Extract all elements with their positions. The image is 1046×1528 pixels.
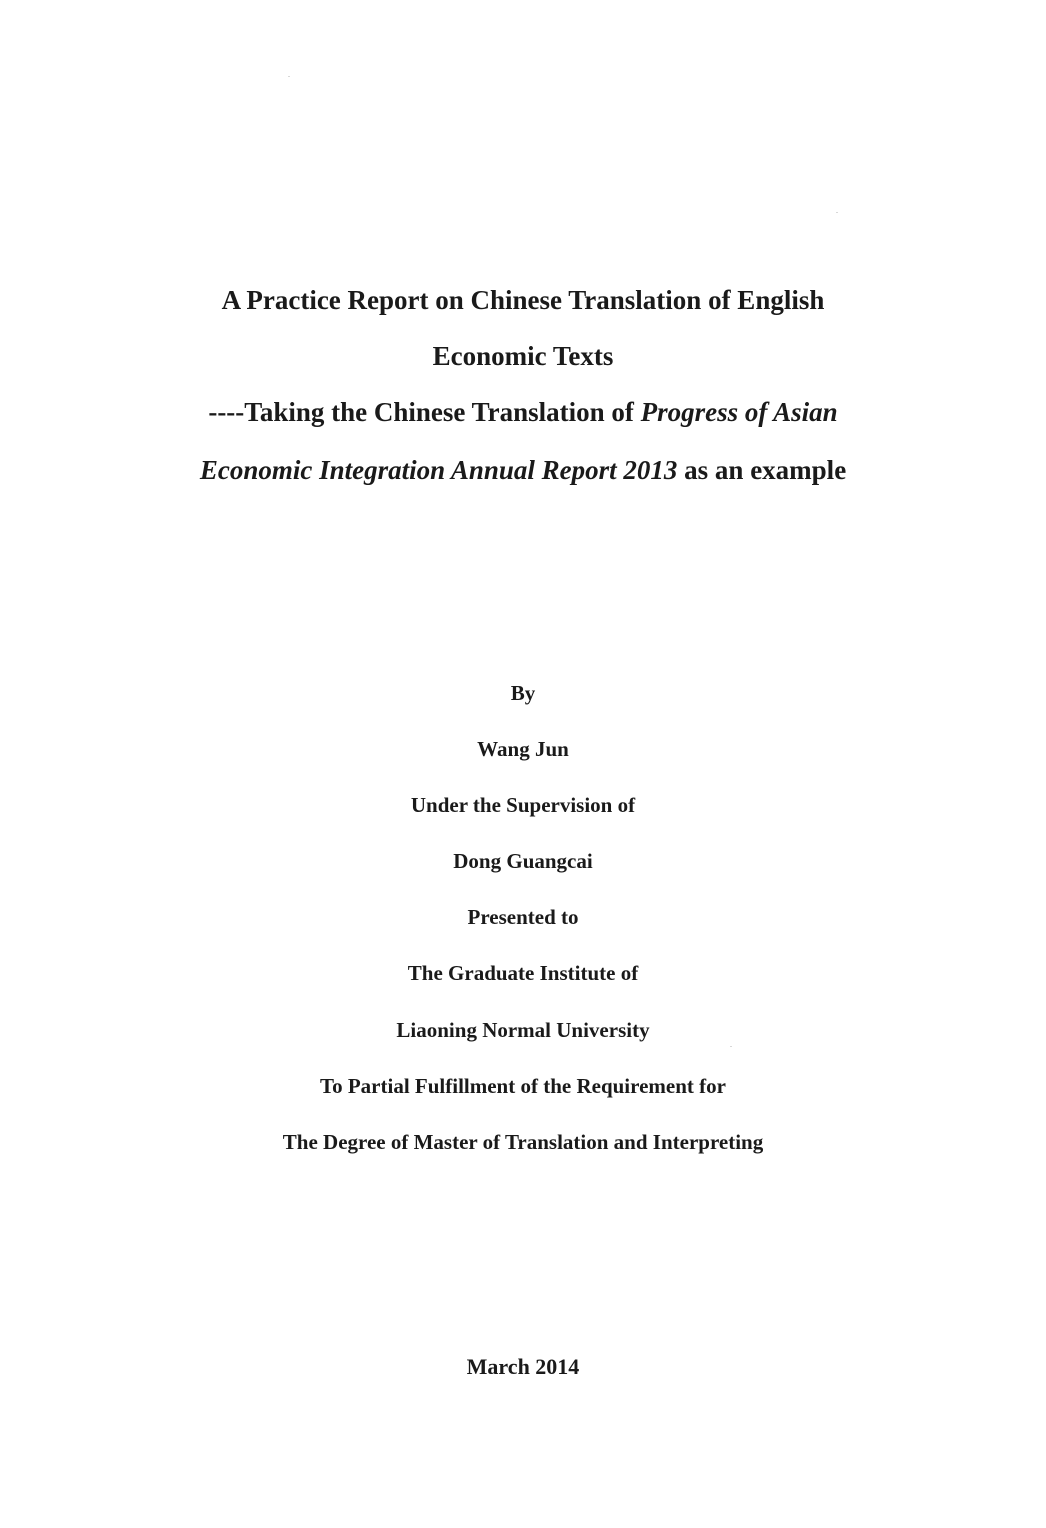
- report-name-part-1: Progress of Asian: [640, 397, 838, 427]
- submission-date: March 2014: [466, 1354, 580, 1379]
- university-name: Liaoning Normal University: [396, 1018, 650, 1042]
- subtitle-line-2: [0, 453, 1046, 487]
- scan-speck: [836, 212, 838, 213]
- subtitle-suffix: as an example: [677, 455, 847, 485]
- title-line-2: Economic Texts: [432, 341, 614, 371]
- scan-speck: [288, 76, 290, 77]
- degree-name: The Degree of Master of Translation and Interpreting: [282, 1130, 764, 1154]
- presented-to-label: Presented to: [467, 905, 579, 929]
- subtitle-prefix: ----Taking the Chinese Translation of: [208, 397, 641, 427]
- supervisor-name: Dong Guangcai: [453, 849, 593, 873]
- subtitle-line-1: [0, 395, 1046, 429]
- scan-speck: [730, 1046, 732, 1047]
- report-name-part-2: Economic Integration Annual Report 2013: [199, 455, 678, 485]
- title-line-1: A Practice Report on Chinese Translation of English: [221, 285, 825, 315]
- supervision-label: Under the Supervision of: [410, 793, 636, 817]
- by-label: By: [510, 681, 536, 705]
- author-name: Wang Jun: [477, 737, 569, 761]
- institute-name: The Graduate Institute of: [407, 961, 639, 985]
- fulfillment-statement: To Partial Fulfillment of the Requirement for: [320, 1074, 726, 1098]
